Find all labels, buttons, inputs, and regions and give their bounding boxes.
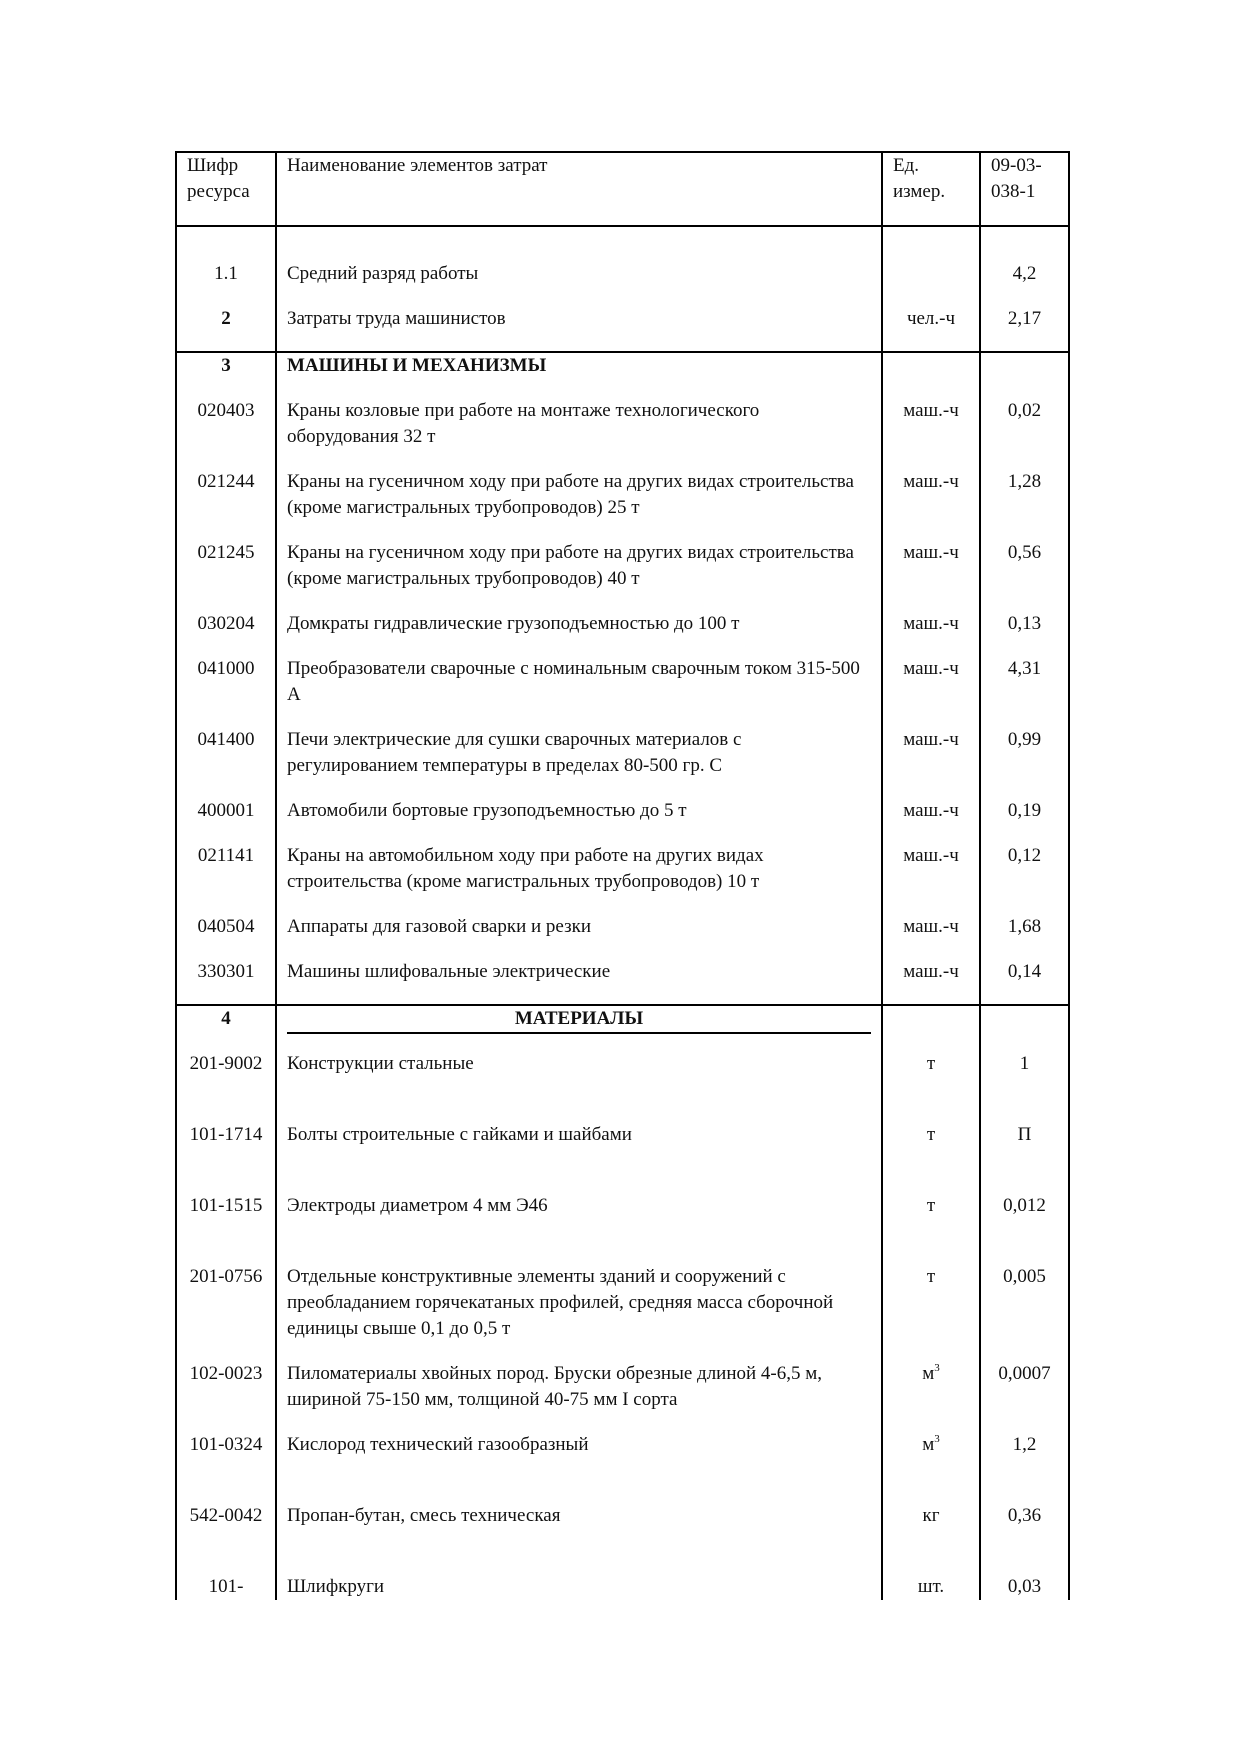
section-title: МАШИНЫ И МЕХАНИЗМЫ (276, 352, 882, 398)
header-code: Шифр ресурса (176, 152, 276, 226)
section-title: МАТЕРИАЛЫ (287, 1006, 871, 1034)
row-value: 0,14 (980, 959, 1069, 1005)
spacer-row (176, 226, 1069, 261)
row-name: Краны козловые при работе на монтаже технологического оборудования 32 т (276, 398, 882, 469)
unit-superscript: 3 (934, 1362, 940, 1374)
row-name: Преобразователи сварочные с номинальным сварочным током 315-500 А (276, 656, 882, 727)
table-row (176, 398, 1069, 469)
row-unit: т (882, 1264, 980, 1361)
row-name: Кислород технический газообразный (276, 1432, 882, 1503)
row-code: 041000 (176, 656, 276, 727)
table-row (176, 261, 1069, 306)
materials-section-row (176, 1005, 1069, 1051)
machines-section-row (176, 352, 1069, 398)
row-code: 021245 (176, 540, 276, 611)
row-value: 0,12 (980, 843, 1069, 914)
row-code: 040504 (176, 914, 276, 959)
unit-superscript: 3 (934, 1433, 940, 1445)
row-value: 0,36 (980, 1503, 1069, 1574)
row-unit: $м^3$ (882, 1432, 980, 1503)
table-row (176, 306, 1069, 352)
row-name: Средний разряд работы (276, 261, 882, 306)
row-unit: маш.-ч (882, 398, 980, 469)
row-code: 542-0042 (176, 1503, 276, 1574)
header-name: Наименование элементов затрат (276, 152, 882, 226)
table-row (176, 1432, 1069, 1503)
table-row (176, 1264, 1069, 1361)
row-unit: маш.-ч (882, 469, 980, 540)
row-name: Электроды диаметром 4 мм Э46 (276, 1193, 882, 1264)
row-value: 4,31 (980, 656, 1069, 727)
row-unit (882, 261, 980, 306)
table-row (176, 469, 1069, 540)
header-unit: Ед. измер. (882, 152, 980, 226)
table-row (176, 1193, 1069, 1264)
table-row (176, 843, 1069, 914)
table-row (176, 1051, 1069, 1122)
table-row (176, 914, 1069, 959)
row-code: 1.1 (176, 261, 276, 306)
row-name: Автомобили бортовые грузоподъемностью до 5 т (276, 798, 882, 843)
resource-table (175, 151, 1070, 1600)
row-code: 330301 (176, 959, 276, 1005)
row-code: 2 (176, 306, 276, 352)
row-code: 101-0324 (176, 1432, 276, 1503)
row-name: Отдельные конструктивные элементы зданий и сооружений с преобладанием горячекатаных профилей, средняя масса сборочной единицы свыше 0,1 до 0,5 т (276, 1264, 882, 1361)
section-code: 4 (176, 1005, 276, 1051)
table-row (176, 959, 1069, 1005)
row-value: 2,17 (980, 306, 1069, 352)
row-unit: маш.-ч (882, 656, 980, 727)
row-name: Домкраты гидравлические грузоподъемностью до 100 т (276, 611, 882, 656)
row-name: Болты строительные с гайками и шайбами (276, 1122, 882, 1193)
row-unit: маш.-ч (882, 611, 980, 656)
row-unit: т (882, 1122, 980, 1193)
row-name: Конструкции стальные (276, 1051, 882, 1122)
row-code: 101-1515 (176, 1193, 276, 1264)
row-unit: $м^3$ (882, 1361, 980, 1432)
row-value: 0,0007 (980, 1361, 1069, 1432)
row-value: 0,005 (980, 1264, 1069, 1361)
row-value: 1 (980, 1051, 1069, 1122)
table-header-row (176, 152, 1069, 226)
row-unit: т (882, 1051, 980, 1122)
row-value: 0,13 (980, 611, 1069, 656)
row-code: 101- (176, 1574, 276, 1600)
row-unit: кг (882, 1503, 980, 1574)
row-value: П (980, 1122, 1069, 1193)
row-name: Пиломатериалы хвойных пород. Бруски обрезные длиной 4-6,5 м, шириной 75-150 мм, толщиной 40-75 мм I сорта (276, 1361, 882, 1432)
table-row (176, 1361, 1069, 1432)
row-code: 021141 (176, 843, 276, 914)
row-value: 0,19 (980, 798, 1069, 843)
row-code: 041400 (176, 727, 276, 798)
table-row (176, 611, 1069, 656)
row-name: Затраты труда машинистов (276, 306, 882, 352)
row-unit: чел.-ч (882, 306, 980, 352)
row-name: Краны на автомобильном ходу при работе на других видах строительства (кроме магистральных трубопроводов) 10 т (276, 843, 882, 914)
table-row (176, 540, 1069, 611)
row-unit: маш.-ч (882, 914, 980, 959)
row-unit: маш.-ч (882, 959, 980, 1005)
row-code: 021244 (176, 469, 276, 540)
row-name: Краны на гусеничном ходу при работе на других видах строительства (кроме магистральных трубопроводов) 40 т (276, 540, 882, 611)
row-unit: маш.-ч (882, 843, 980, 914)
header-norm: 09-03-038-1 (980, 152, 1069, 226)
table-row (176, 1574, 1069, 1600)
row-unit: т (882, 1193, 980, 1264)
row-value: 1,2 (980, 1432, 1069, 1503)
table-row (176, 727, 1069, 798)
row-unit: шт. (882, 1574, 980, 1600)
row-value: 4,2 (980, 261, 1069, 306)
row-name: Пропан-бутан, смесь техническая (276, 1503, 882, 1574)
row-value: 0,99 (980, 727, 1069, 798)
row-name: Шлифкруги (276, 1574, 882, 1600)
table-row (176, 1503, 1069, 1574)
row-value: 0,03 (980, 1574, 1069, 1600)
row-unit: маш.-ч (882, 727, 980, 798)
table-row (176, 798, 1069, 843)
row-unit: маш.-ч (882, 540, 980, 611)
row-code: 400001 (176, 798, 276, 843)
table-row (176, 656, 1069, 727)
row-name: Краны на гусеничном ходу при работе на других видах строительства (кроме магистральных трубопроводов) 25 т (276, 469, 882, 540)
row-code: 201-0756 (176, 1264, 276, 1361)
table-row (176, 1122, 1069, 1193)
section-code: 3 (176, 352, 276, 398)
row-name: Машины шлифовальные электрические (276, 959, 882, 1005)
row-value: 0,02 (980, 398, 1069, 469)
row-code: 101-1714 (176, 1122, 276, 1193)
row-code: 020403 (176, 398, 276, 469)
row-value: 0,012 (980, 1193, 1069, 1264)
row-unit: маш.-ч (882, 798, 980, 843)
row-value: 1,68 (980, 914, 1069, 959)
row-name: Печи электрические для сушки сварочных материалов с регулированием температуры в пределах 80-500 гр. С (276, 727, 882, 798)
row-name: Аппараты для газовой сварки и резки (276, 914, 882, 959)
row-code: 102-0023 (176, 1361, 276, 1432)
row-value: 0,56 (980, 540, 1069, 611)
row-value: 1,28 (980, 469, 1069, 540)
row-code: 030204 (176, 611, 276, 656)
row-code: 201-9002 (176, 1051, 276, 1122)
